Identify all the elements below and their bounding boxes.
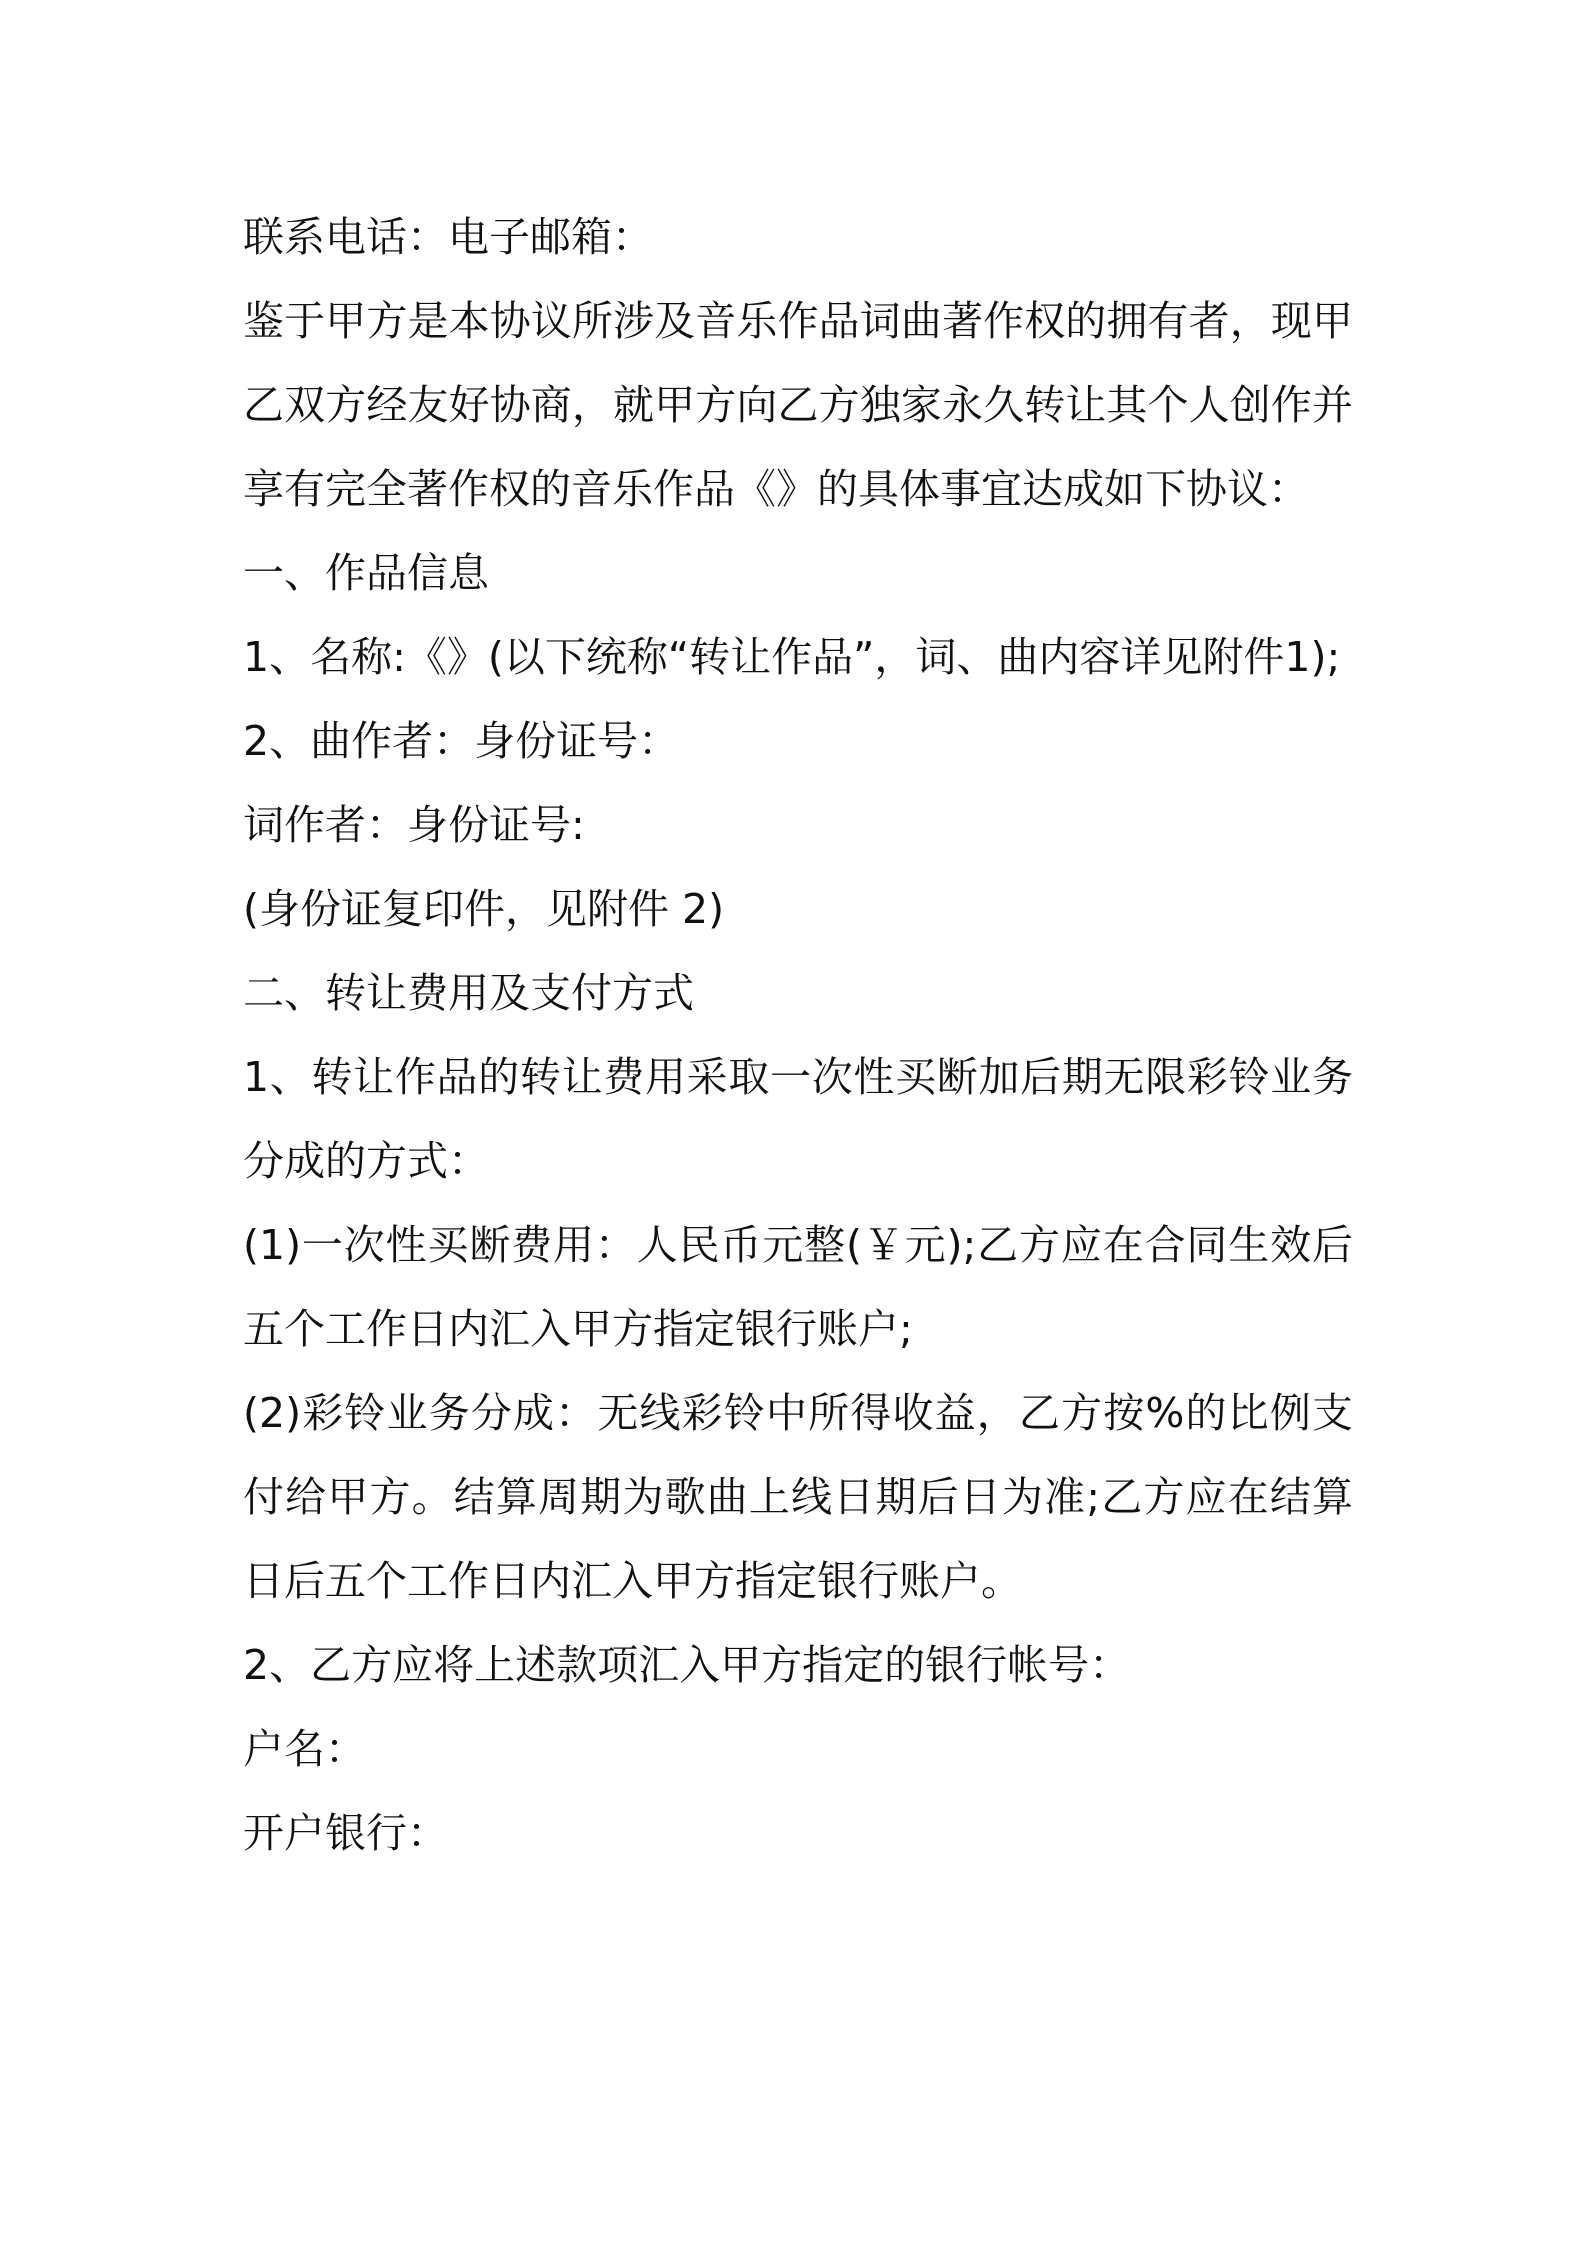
fee-method-item: 1、转让作品的转让费用采取一次性买断加后期无限彩铃业务分成的方式：: [243, 1053, 1353, 1185]
id-copy-note: (身份证复印件，见附件 2): [243, 885, 725, 933]
section-heading-fees: 二、转让费用及支付方式: [243, 969, 694, 1017]
composer-item: 2、曲作者：身份证号：: [243, 717, 680, 765]
lyricist-item: 词作者：身份证号:: [243, 801, 585, 849]
section-heading-work-info: 一、作品信息: [243, 549, 489, 597]
account-name-line: 户名：: [243, 1725, 366, 1773]
ringtone-share-item: (2)彩铃业务分成：无线彩铃中所得收益，乙方按%的比例支付给甲方。结算周期为歌曲上线日期后日为准;乙方应在结算日后五个工作日内汇入甲方指定银行账户。: [243, 1389, 1353, 1605]
contact-line: 联系电话：电子邮箱：: [243, 213, 653, 261]
bank-account-item: 2、乙方应将上述款项汇入甲方指定的银行帐号：: [243, 1641, 1131, 1689]
bank-name-line: 开户银行：: [243, 1809, 448, 1857]
work-name-item: 1、名称:《》(以下统称“转让作品”，词、曲内容详见附件1);: [243, 633, 1341, 681]
document-body: [243, 195, 1353, 1875]
preamble-paragraph: 鉴于甲方是本协议所涉及音乐作品词曲著作权的拥有者，现甲乙双方经友好协商，就甲方向乙方独家永久转让其个人创作并享有完全著作权的音乐作品《》的具体事宜达成如下协议：: [243, 297, 1353, 513]
buyout-fee-item: (1)一次性买断费用：人民币元整(￥元);乙方应在合同生效后五个工作日内汇入甲方指定银行账户;: [243, 1221, 1353, 1353]
